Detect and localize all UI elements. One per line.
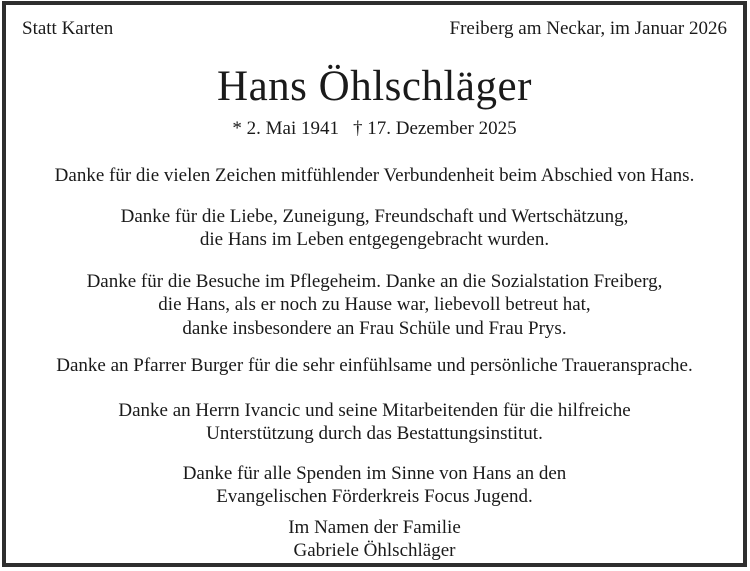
paragraph-line: Unterstützung durch das Bestattungsinstitut.: [206, 423, 543, 444]
paragraph-funeral-home-thanks: [22, 399, 727, 446]
deceased-name: Hans Öhlschläger: [217, 63, 532, 110]
paragraph-care-thanks: [22, 270, 727, 341]
closing-signature: [22, 516, 727, 563]
paragraph-line: Danke an Pfarrer Burger für die sehr einfühlsame und persönliche Traueransprache.: [56, 355, 693, 376]
closing-line: Im Namen der Familie: [288, 516, 461, 538]
paragraph-line: Danke für die Besuche im Pflegeheim. Danke an die Sozialstation Freiberg,: [86, 270, 663, 292]
paragraph-line: danke insbesondere an Frau Schüle und Frau Prys.: [182, 317, 567, 339]
paragraph-line: die Hans im Leben entgegengebracht wurden.: [199, 229, 550, 250]
paragraph-condolence-thanks: [22, 164, 727, 188]
death-date: † 17. Dezember 2025: [353, 118, 517, 139]
birth-date: * 2. Mai 1941: [232, 118, 340, 139]
notice-border-frame: [2, 1, 747, 567]
statt-karten-label: Statt Karten: [22, 18, 114, 39]
paragraph-line: Danke an Herrn Ivancic und seine Mitarbeitenden für die hilfreiche: [118, 399, 631, 421]
paragraph-pastor-thanks: [22, 354, 727, 378]
place-date-label: Freiberg am Neckar, im Januar 2026: [449, 18, 727, 39]
paragraph-line: Danke für die Liebe, Zuneigung, Freundschaft und Wertschätzung,: [120, 205, 629, 227]
signature-name: Gabriele Öhlschläger: [293, 540, 456, 561]
paragraph-donations-thanks: [22, 462, 727, 509]
paragraph-love-thanks: [22, 205, 727, 252]
paragraph-line: Evangelischen Förderkreis Focus Jugend.: [216, 486, 533, 507]
paragraph-line: Danke für die vielen Zeichen mitfühlender Verbundenheit beim Abschied von Hans.: [54, 165, 695, 186]
header-row: [22, 17, 727, 40]
paragraph-line: Danke für alle Spenden im Sinne von Hans an den: [182, 462, 567, 484]
paragraph-line: die Hans, als er noch zu Hause war, liebevoll betreut hat,: [158, 294, 591, 315]
life-dates: [22, 117, 727, 140]
